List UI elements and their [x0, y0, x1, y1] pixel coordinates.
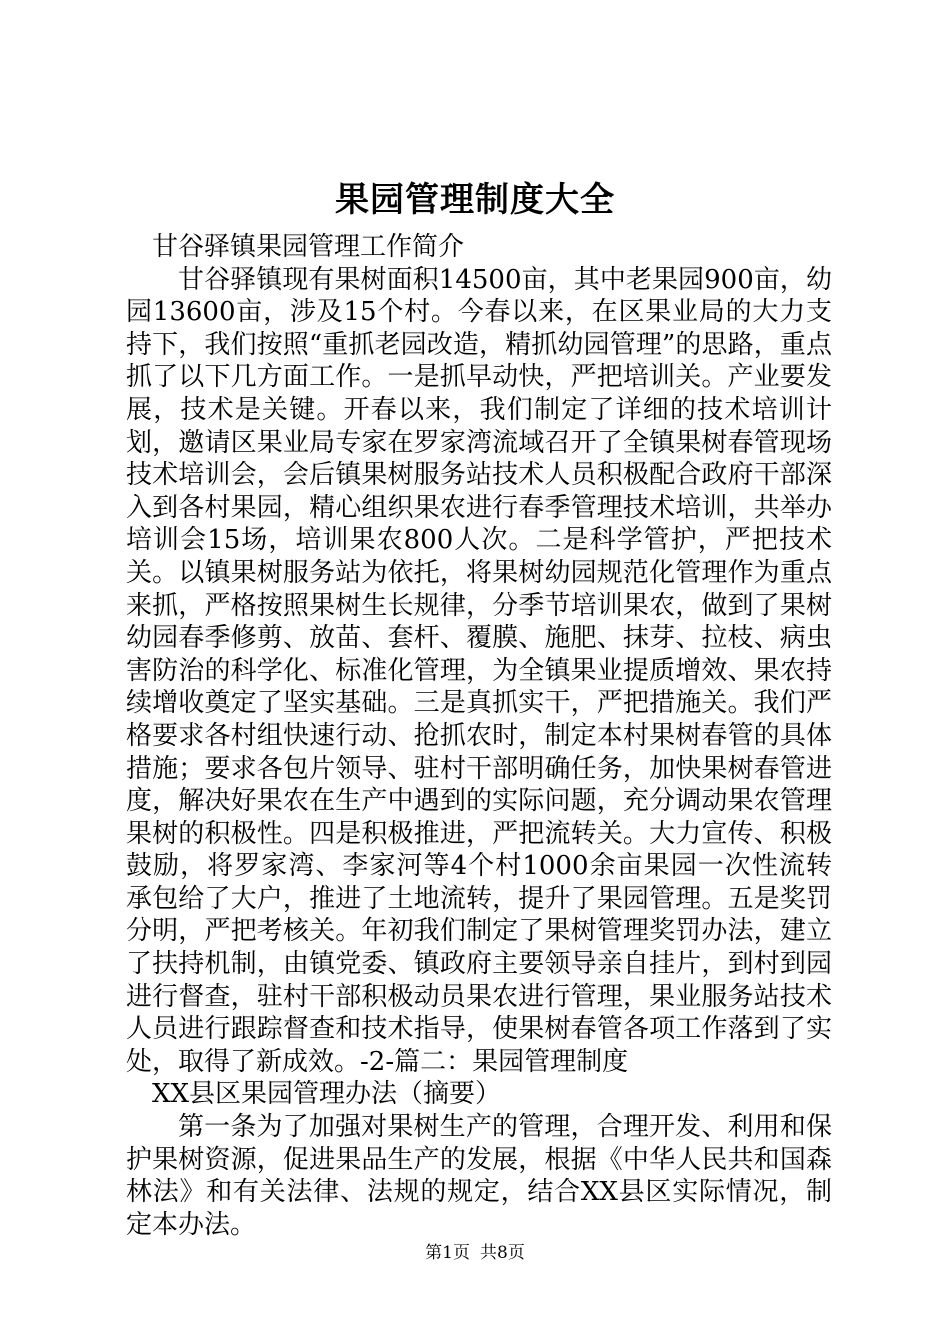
section-heading: XX县区果园管理办法（摘要） — [152, 1079, 502, 1110]
section-heading: 甘谷驿镇果园管理工作简介 — [152, 232, 465, 262]
page-total: 共8页 — [480, 1243, 525, 1263]
document-title: 果园管理制度大全 — [335, 180, 615, 220]
page-footer — [0, 1243, 950, 1263]
body-paragraph: 第一条为了加强对果树生产的管理，合理开发、利用和保护果树资源，促进果品生产的发展，根据《中华人民共和国森林法》和有关法律、法规的规定，结合XX县区实际情况，制定本办法。 — [126, 1112, 832, 1240]
page-number: 第1页 — [425, 1243, 470, 1263]
document-body — [126, 231, 832, 1241]
body-paragraph: 甘谷驿镇现有果树面积14500亩，其中老果园900亩，幼园13600亩，涉及15个村。今春以来，在区果业局的大力支持下，我们按照“重抓老园改造，精抓幼园管理”的思路，重点抓了以下几方面工作。一是抓早动快，严把培训关。产业要发展，技术是关键。开春以来，我们制定了详细的技术培训计划，邀请区果业局专家在罗家湾流域召开了全镇果树春管现场技术培训会，会后镇果树服务站技术人员积极配合政府干部深入到各村果园，精心组织果农进行春季管理技术培训，共举办培训会15场，培训果农800人次。二是科学管护，严把技术关。以镇果树服务站为依托，将果树幼园规范化管理作为重点来抓，严格按照果树生长规律，分季节培训果农，做到了果树幼园春季修剪、放苗、套杆、覆膜、施肥、抹芽、拉枝、病虫害防治的科学化、标准化管理，为全镇果业提质增效、果农持续增收奠定了坚实基础。三是真抓实干，严把措施关。我们严格要求各村组快速行动、抢抓农时，制定本村果树春管的具体措施；要求各包片领导、驻村干部明确任务，加快果树春管进度，解决好果农在生产中遇到的实际问题，充分调动果农管理果树的积极性。四是积极推进，严把流转关。大力宣传、积极鼓励，将罗家湾、李家河等4个村1000余亩果园一次性流转承包给了大户，推进了土地流转，提升了果园管理。五是奖罚分明，严把考核关。年初我们制定了果树管理奖罚办法，建立了扶持机制，由镇党委、镇政府主要领导亲自挂片，到村到园进行督查，驻村干部积极动员果农进行管理，果业服务站技术人员进行跟踪督查和技术指导，使果树春管各项工作落到了实处，取得了新成效。-2-篇二：果园管理制度 — [126, 264, 832, 1077]
